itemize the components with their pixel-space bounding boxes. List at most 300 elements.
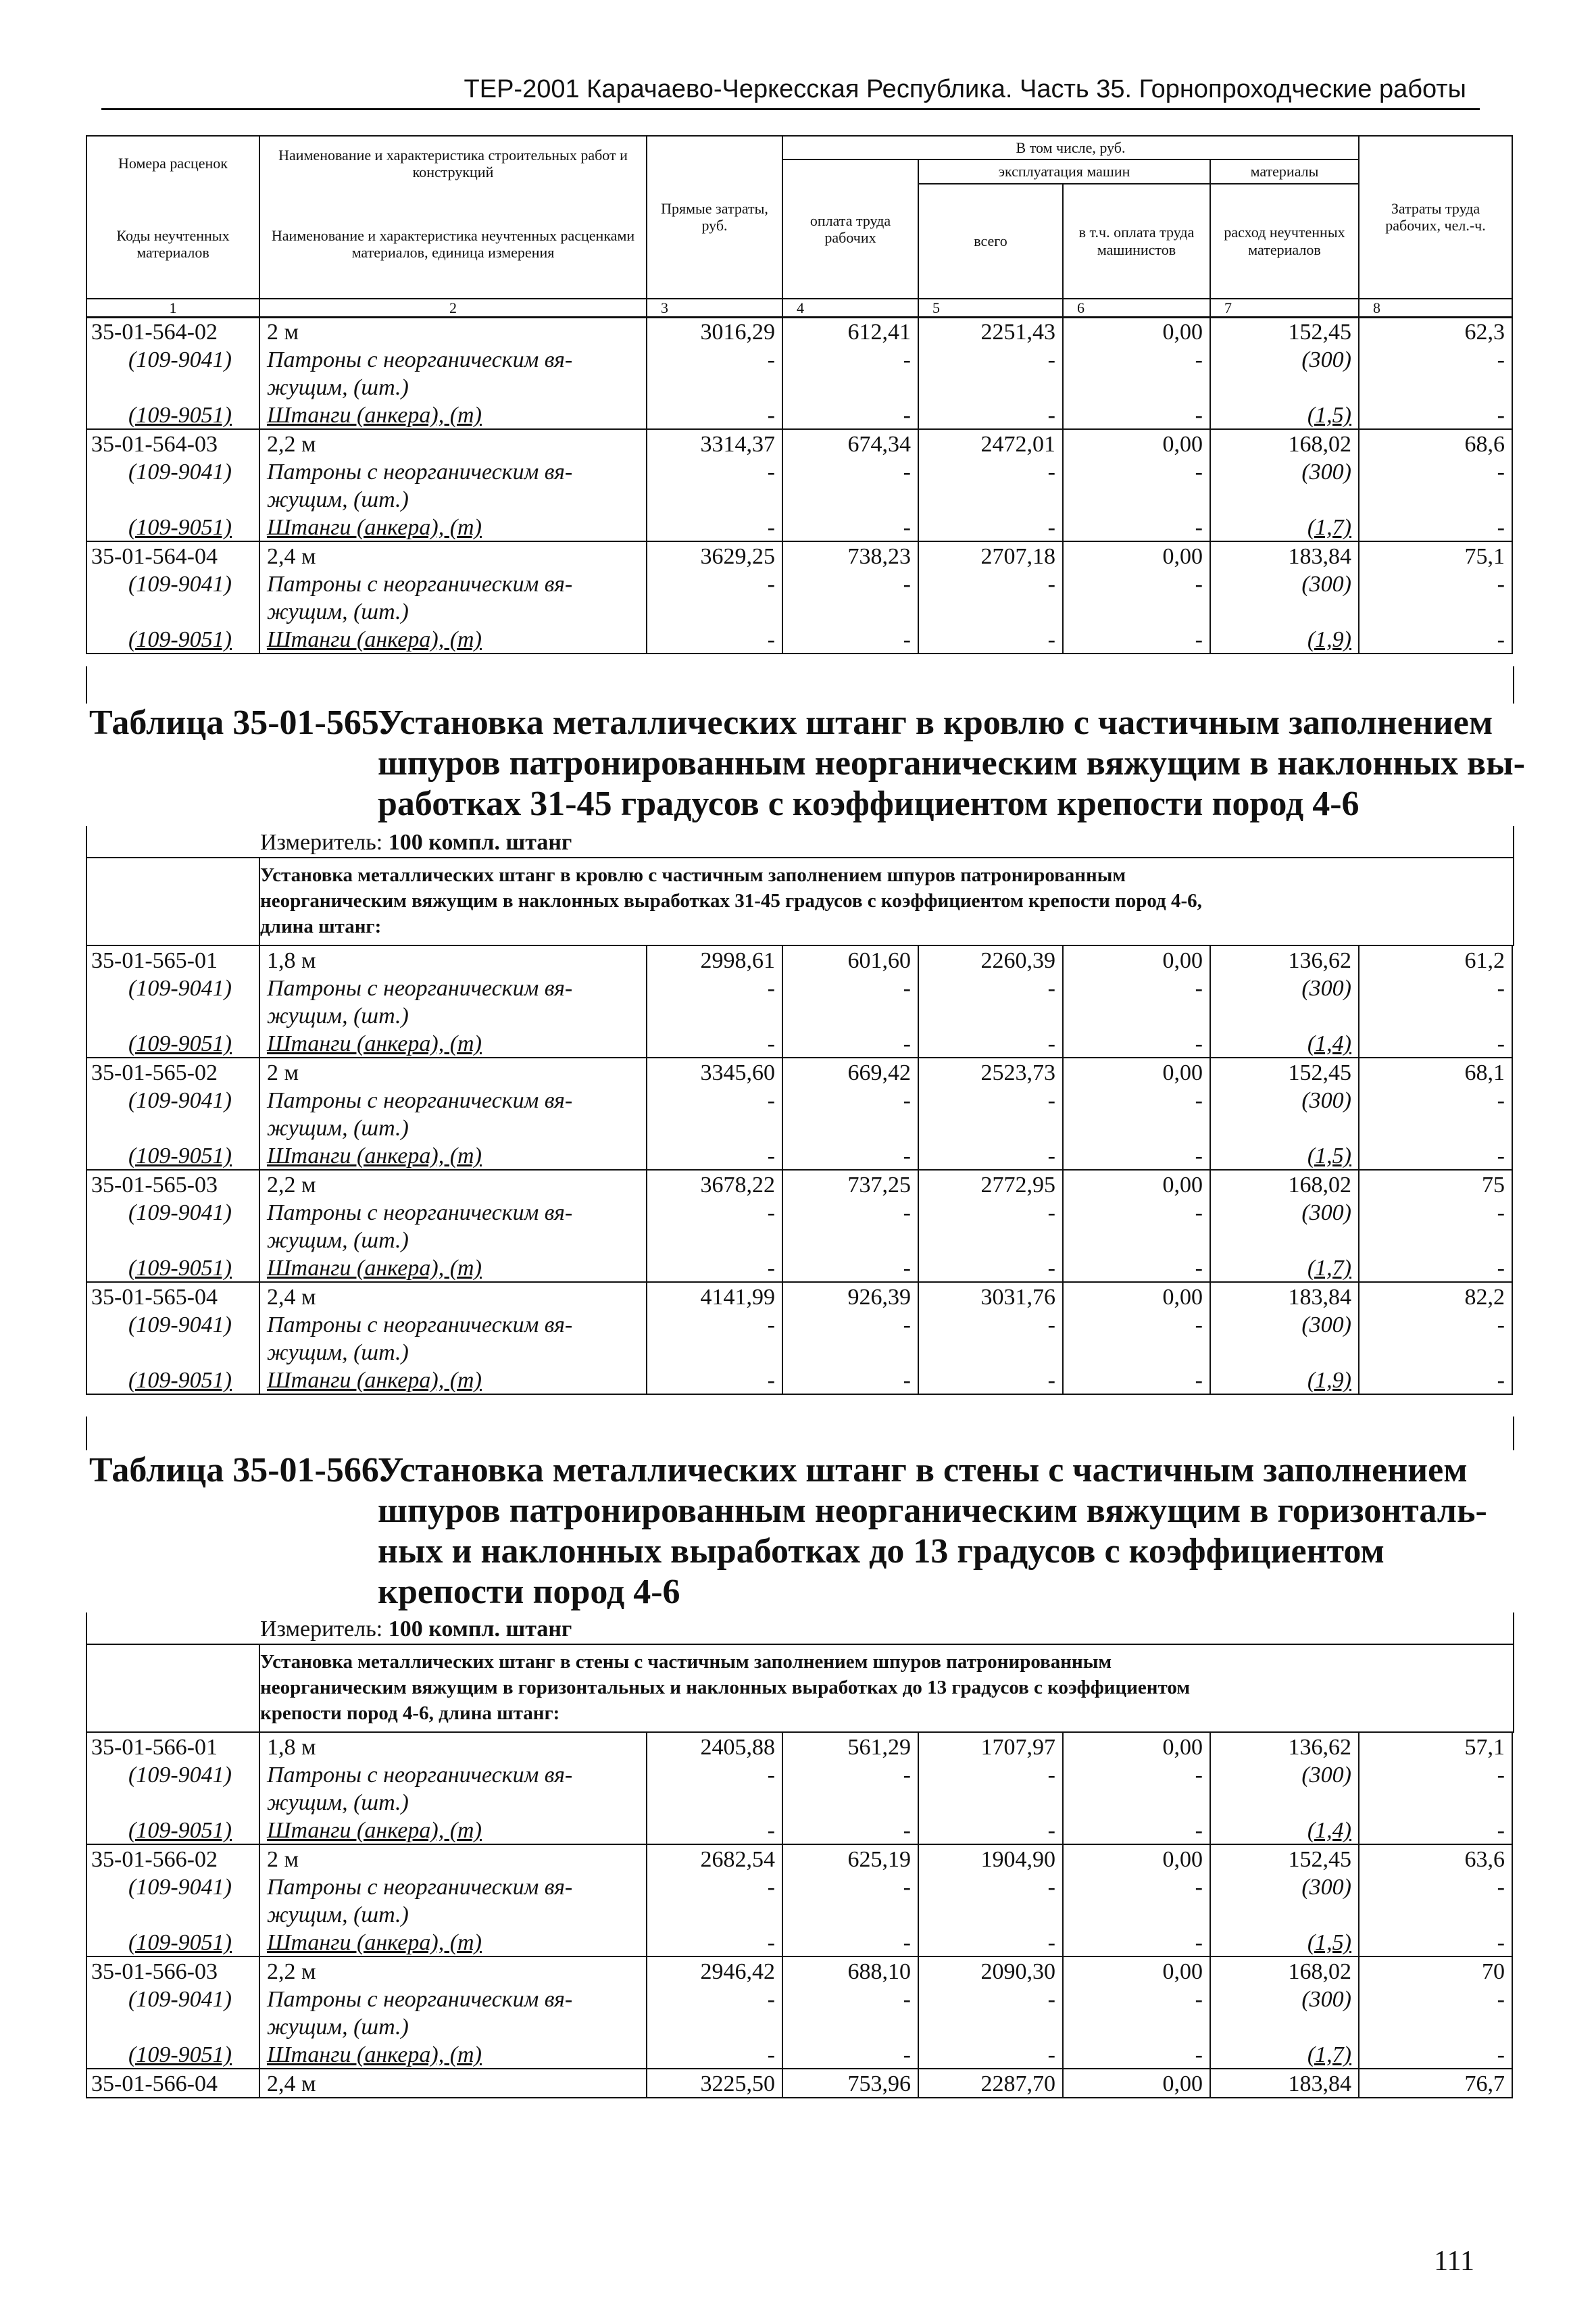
dash-cell: -: [647, 1873, 782, 1900]
dash-cell: -: [782, 1761, 918, 1788]
rate-code: 35-01-564-02: [86, 317, 259, 345]
dash-cell: -: [647, 345, 782, 373]
material-code: (109-9051): [86, 1366, 259, 1394]
material-qty: (1,4): [1210, 1029, 1359, 1058]
dash-cell: -: [918, 1198, 1063, 1226]
material-row-cont: [86, 1226, 1512, 1254]
dash-cell: -: [918, 625, 1063, 654]
cell-mat: 152,45: [1210, 1844, 1359, 1873]
table-title-line: шпуров патронированным неорганическим вяжущим в наклонных вы-: [378, 744, 1526, 783]
table-row: [86, 1170, 1512, 1198]
page-number: 111: [1434, 2246, 1474, 2277]
dash-cell: -: [918, 1985, 1063, 2013]
dash-cell: -: [647, 1141, 782, 1170]
col-num: 6: [1063, 299, 1210, 318]
cell-labor: 737,25: [782, 1170, 918, 1198]
material-name: жущим, (шт.): [259, 1338, 647, 1366]
cell-hours: 68,1: [1359, 1058, 1512, 1086]
cell-labor: 669,42: [782, 1058, 918, 1086]
col-num: 5: [918, 299, 1063, 318]
material-row-cont: [86, 1338, 1512, 1366]
dash-cell: -: [918, 1366, 1063, 1394]
table-row: [86, 541, 1512, 570]
dash-cell: -: [1359, 513, 1512, 541]
dash-cell: -: [918, 1310, 1063, 1338]
desc-block: [86, 857, 1514, 946]
table-title-line: работках 31-45 градусов с коэффициентом крепости пород 4-6: [378, 785, 1360, 823]
material-qty: (1,5): [1210, 401, 1359, 429]
cell-mat: 168,02: [1210, 1956, 1359, 1985]
dash-cell: -: [782, 458, 918, 485]
material-row: [86, 570, 1512, 597]
empty-cell: [647, 1002, 782, 1029]
empty-cell: [647, 597, 782, 625]
table-row: [86, 429, 1512, 458]
table-row: [86, 1844, 1512, 1873]
cell-mach: 1707,97: [918, 1732, 1063, 1761]
dash-cell: -: [647, 1310, 782, 1338]
material-name: Патроны с неорганическим вя-: [259, 570, 647, 597]
dash-cell: -: [1063, 1985, 1210, 2013]
dash-cell: -: [918, 1816, 1063, 1844]
empty-cell: [1210, 373, 1359, 401]
material-code: (109-9041): [86, 570, 259, 597]
material-name: Штанги (анкера), (т): [259, 1029, 647, 1058]
material-code: (109-9041): [86, 1310, 259, 1338]
cell-hours: 76,7: [1359, 2069, 1512, 2098]
dash-cell: -: [782, 401, 918, 429]
material-row: [86, 1198, 1512, 1226]
cell-mat: 136,62: [1210, 1732, 1359, 1761]
dash-cell: -: [1063, 1873, 1210, 1900]
dash-cell: -: [782, 1985, 918, 2013]
dash-cell: -: [1063, 1254, 1210, 1282]
dash-cell: -: [918, 513, 1063, 541]
dash-cell: -: [647, 2040, 782, 2069]
cell-direct: 2998,61: [647, 945, 782, 974]
material-name: Патроны с неорганическим вя-: [259, 345, 647, 373]
cell-hours: 75,1: [1359, 541, 1512, 570]
empty-cell: [1359, 2013, 1512, 2040]
rate-name: 2 м: [259, 1844, 647, 1873]
empty-cell: [1063, 373, 1210, 401]
page-header-title: ТЕР-2001 Карачаево-Черкесская Республика. Часть 35. Горнопроходческие работы: [464, 75, 1466, 103]
table-title-566: [86, 1450, 1512, 1613]
material-row-cont: [86, 1002, 1512, 1029]
material-row-cont: [86, 2013, 1512, 2040]
material-row: [86, 458, 1512, 485]
empty-cell: [782, 1788, 918, 1816]
rates-table-566: [86, 1731, 1513, 2098]
rate-code: 35-01-565-02: [86, 1058, 259, 1086]
material-row: [86, 1816, 1512, 1844]
empty-cell: [1210, 1002, 1359, 1029]
material-name: жущим, (шт.): [259, 1788, 647, 1816]
dash-cell: -: [782, 1873, 918, 1900]
cell-mach_op: 0,00: [1063, 1058, 1210, 1086]
material-name: жущим, (шт.): [259, 1900, 647, 1928]
empty-cell: [918, 373, 1063, 401]
material-code: (109-9051): [86, 625, 259, 654]
rate-name: 2 м: [259, 317, 647, 345]
material-name: Патроны с неорганическим вя-: [259, 974, 647, 1002]
cell-mach_op: 0,00: [1063, 429, 1210, 458]
empty-cell: [1210, 1338, 1359, 1366]
dash-cell: -: [1359, 1985, 1512, 2013]
dash-cell: -: [1359, 1761, 1512, 1788]
cell-direct: 3678,22: [647, 1170, 782, 1198]
dash-cell: -: [647, 625, 782, 654]
col7-header: расход неучтенных материалов: [1210, 184, 1359, 299]
dash-cell: -: [1063, 1141, 1210, 1170]
material-row: [86, 1761, 1512, 1788]
desc-line: Установка металлических штанг в стены с частичным заполнением шпуров патронированным: [260, 1651, 1112, 1673]
cell-mat: 168,02: [1210, 1170, 1359, 1198]
dash-cell: -: [1359, 1086, 1512, 1114]
dash-cell: -: [1359, 1928, 1512, 1956]
cell-hours: 68,6: [1359, 429, 1512, 458]
material-name: Штанги (анкера), (т): [259, 401, 647, 429]
material-name: жущим, (шт.): [259, 485, 647, 513]
cell-mat: 152,45: [1210, 1058, 1359, 1086]
cell-mach: 2772,95: [918, 1170, 1063, 1198]
dash-cell: -: [1359, 1029, 1512, 1058]
material-qty: (1,5): [1210, 1141, 1359, 1170]
col6-header: в т.ч. оплата труда машинистов: [1063, 184, 1210, 299]
material-qty: (300): [1210, 570, 1359, 597]
material-row: [86, 2040, 1512, 2069]
material-row: [86, 1366, 1512, 1394]
empty-cell: [782, 597, 918, 625]
material-qty: (300): [1210, 974, 1359, 1002]
dash-cell: -: [647, 1761, 782, 1788]
dash-cell: -: [1063, 1029, 1210, 1058]
col-num: 3: [647, 299, 782, 318]
empty-cell: [918, 1002, 1063, 1029]
dash-cell: -: [918, 1928, 1063, 1956]
col2-header-top: Наименование и характеристика строительных работ и конструкций: [259, 136, 647, 191]
material-code: (109-9051): [86, 1141, 259, 1170]
rate-code: 35-01-565-04: [86, 1282, 259, 1310]
rate-code: 35-01-566-01: [86, 1732, 259, 1761]
material-name: жущим, (шт.): [259, 1002, 647, 1029]
material-row: [86, 1310, 1512, 1338]
empty-cell: [647, 1114, 782, 1141]
desc-line: Установка металлических штанг в кровлю с частичным заполнением шпуров патронированным: [260, 864, 1126, 886]
empty-cell: [1359, 1900, 1512, 1928]
empty-cell: [782, 1114, 918, 1141]
material-name: Штанги (анкера), (т): [259, 1928, 647, 1956]
dash-cell: -: [1063, 345, 1210, 373]
cell-mach: 2251,43: [918, 317, 1063, 345]
material-name: жущим, (шт.): [259, 597, 647, 625]
empty-cell: [1210, 1226, 1359, 1254]
empty-cell: [1063, 1338, 1210, 1366]
cell-hours: 57,1: [1359, 1732, 1512, 1761]
material-row: [86, 1985, 1512, 2013]
table-label: Таблица 35-01-565.: [89, 704, 388, 742]
dash-cell: -: [782, 1366, 918, 1394]
cell-labor: 926,39: [782, 1282, 918, 1310]
empty-cell: [782, 1002, 918, 1029]
cell-mach_op: 0,00: [1063, 1844, 1210, 1873]
material-name: Штанги (анкера), (т): [259, 1141, 647, 1170]
cell-mach_op: 0,00: [1063, 1170, 1210, 1198]
dash-cell: -: [1063, 625, 1210, 654]
dash-cell: -: [782, 974, 918, 1002]
dash-cell: -: [647, 1198, 782, 1226]
empty-cell: [1063, 597, 1210, 625]
cell-direct: 3345,60: [647, 1058, 782, 1086]
empty-cell: [647, 1788, 782, 1816]
material-name: Патроны с неорганическим вя-: [259, 1086, 647, 1114]
dash-cell: -: [1063, 513, 1210, 541]
cell-labor: 612,41: [782, 317, 918, 345]
material-code: (109-9051): [86, 401, 259, 429]
material-row-cont: [86, 1114, 1512, 1141]
cell-mach: 2472,01: [918, 429, 1063, 458]
rate-code: 35-01-565-01: [86, 945, 259, 974]
rate-name: 2,4 м: [259, 2069, 647, 2098]
empty-cell: [86, 1002, 259, 1029]
table-row: [86, 1732, 1512, 1761]
dash-cell: -: [918, 458, 1063, 485]
measure-row: [86, 1613, 1514, 1644]
empty-cell: [647, 373, 782, 401]
material-code: (109-9041): [86, 1198, 259, 1226]
empty-cell: [918, 1900, 1063, 1928]
empty-cell: [647, 1900, 782, 1928]
desc-line: крепости пород 4-6, длина штанг:: [260, 1702, 560, 1724]
dash-cell: -: [647, 1985, 782, 2013]
col1-header-top: Номера расценок: [86, 136, 259, 191]
rate-name: 2,2 м: [259, 429, 647, 458]
table-row: [86, 945, 1512, 974]
dash-cell: -: [647, 1254, 782, 1282]
col1-header-bottom: Коды неучтенных материалов: [86, 191, 259, 299]
dash-cell: -: [1063, 1816, 1210, 1844]
cell-mach: 2090,30: [918, 1956, 1063, 1985]
cell-direct: 3225,50: [647, 2069, 782, 2098]
cell-labor: 674,34: [782, 429, 918, 458]
empty-cell: [782, 373, 918, 401]
cell-mach_op: 0,00: [1063, 2069, 1210, 2098]
dash-cell: -: [782, 1029, 918, 1058]
dash-cell: -: [1063, 1928, 1210, 1956]
material-name: Патроны с неорганическим вя-: [259, 1198, 647, 1226]
table-title-line: Установка металлических штанг в кровлю с частичным заполнением: [378, 704, 1493, 742]
empty-cell: [918, 485, 1063, 513]
table-title-line: ных и наклонных выработках до 13 градусов с коэффициентом: [378, 1532, 1385, 1571]
dash-cell: -: [918, 1254, 1063, 1282]
dash-cell: -: [1063, 1366, 1210, 1394]
cell-direct: 3016,29: [647, 317, 782, 345]
empty-cell: [782, 2013, 918, 2040]
empty-cell: [1359, 1226, 1512, 1254]
dash-cell: -: [1359, 974, 1512, 1002]
material-code: (109-9041): [86, 458, 259, 485]
dash-cell: -: [1359, 1816, 1512, 1844]
cell-mach: 2287,70: [918, 2069, 1063, 2098]
material-row-cont: [86, 1900, 1512, 1928]
empty-cell: [918, 1338, 1063, 1366]
cell-mat: 152,45: [1210, 317, 1359, 345]
material-name: Штанги (анкера), (т): [259, 513, 647, 541]
measure-label: Измеритель: 100 компл. штанг: [260, 830, 572, 855]
material-qty: (300): [1210, 1761, 1359, 1788]
material-row-cont: [86, 597, 1512, 625]
cell-mach: 2707,18: [918, 541, 1063, 570]
material-qty: (1,7): [1210, 1254, 1359, 1282]
material-code: (109-9041): [86, 1761, 259, 1788]
dash-cell: -: [782, 1086, 918, 1114]
empty-cell: [918, 1788, 1063, 1816]
dash-cell: -: [918, 1873, 1063, 1900]
material-qty: (1,7): [1210, 513, 1359, 541]
material-row: [86, 401, 1512, 429]
empty-cell: [1063, 485, 1210, 513]
empty-cell: [647, 485, 782, 513]
cell-labor: 601,60: [782, 945, 918, 974]
cell-mach_op: 0,00: [1063, 541, 1210, 570]
material-row: [86, 1873, 1512, 1900]
empty-cell: [647, 2013, 782, 2040]
material-qty: (300): [1210, 1873, 1359, 1900]
cell-direct: 2405,88: [647, 1732, 782, 1761]
desc-line: неорганическим вяжущим в наклонных выработках 31-45 градусов с коэффициентом крепости пород 4-6,: [260, 890, 1202, 912]
material-qty: (1,9): [1210, 625, 1359, 654]
dash-cell: -: [1359, 458, 1512, 485]
col-num: 1: [86, 299, 259, 318]
material-row: [86, 513, 1512, 541]
cell-hours: 62,3: [1359, 317, 1512, 345]
material-name: жущим, (шт.): [259, 2013, 647, 2040]
empty-cell: [86, 2013, 259, 2040]
rate-code: 35-01-566-03: [86, 1956, 259, 1985]
dash-cell: -: [1359, 625, 1512, 654]
cell-labor: 688,10: [782, 1956, 918, 1985]
cell-mach_op: 0,00: [1063, 1956, 1210, 1985]
material-row: [86, 1029, 1512, 1058]
material-qty: (1,5): [1210, 1928, 1359, 1956]
empty-cell: [86, 1114, 259, 1141]
material-code: (109-9041): [86, 1086, 259, 1114]
material-row: [86, 1141, 1512, 1170]
cell-mach_op: 0,00: [1063, 1732, 1210, 1761]
material-name: Штанги (анкера), (т): [259, 625, 647, 654]
dash-cell: -: [1063, 974, 1210, 1002]
material-qty: (300): [1210, 458, 1359, 485]
empty-cell: [918, 2013, 1063, 2040]
cell-direct: 3314,37: [647, 429, 782, 458]
empty-cell: [86, 1338, 259, 1366]
material-code: (109-9041): [86, 345, 259, 373]
table-title-line: крепости пород 4-6: [378, 1573, 680, 1611]
dash-cell: -: [1063, 1198, 1210, 1226]
cell-hours: 70: [1359, 1956, 1512, 1985]
dash-cell: -: [918, 345, 1063, 373]
material-name: Штанги (анкера), (т): [259, 1816, 647, 1844]
dash-cell: -: [918, 2040, 1063, 2069]
material-code: (109-9051): [86, 1928, 259, 1956]
cell-direct: 2682,54: [647, 1844, 782, 1873]
col-num: 4: [782, 299, 918, 318]
cell-labor: 561,29: [782, 1732, 918, 1761]
cell-hours: 63,6: [1359, 1844, 1512, 1873]
gap-section: [86, 666, 1514, 704]
dash-cell: -: [918, 1086, 1063, 1114]
dash-cell: -: [782, 570, 918, 597]
dash-cell: -: [782, 625, 918, 654]
dash-cell: -: [782, 345, 918, 373]
material-code: (109-9041): [86, 1985, 259, 2013]
dash-cell: -: [1063, 1310, 1210, 1338]
col3-header: Прямые затраты, руб.: [647, 136, 782, 299]
material-row: [86, 1928, 1512, 1956]
cell-direct: 4141,99: [647, 1282, 782, 1310]
measure-label: Измеритель: 100 компл. штанг: [260, 1617, 572, 1642]
desc-line: длина штанг:: [260, 916, 382, 937]
dash-cell: -: [918, 1761, 1063, 1788]
cell-mach: 1904,90: [918, 1844, 1063, 1873]
material-row: [86, 345, 1512, 373]
empty-cell: [1063, 2013, 1210, 2040]
empty-cell: [782, 1900, 918, 1928]
empty-cell: [86, 1900, 259, 1928]
rate-code: 35-01-564-04: [86, 541, 259, 570]
empty-cell: [782, 1338, 918, 1366]
col-num: 2: [259, 299, 647, 318]
col2-header-bottom: Наименование и характеристика неучтенных расценками материалов, единица измерения: [259, 191, 647, 299]
dash-cell: -: [1359, 345, 1512, 373]
table-title-line: шпуров патронированным неорганическим вяжущим в горизонталь-: [378, 1492, 1487, 1530]
table-title-line: Установка металлических штанг в стены с частичным заполнением: [378, 1451, 1468, 1490]
empty-cell: [86, 1788, 259, 1816]
rate-code: 35-01-566-02: [86, 1844, 259, 1873]
page-header: [101, 61, 1480, 110]
rate-name: 2 м: [259, 1058, 647, 1086]
material-code: (109-9051): [86, 1254, 259, 1282]
dash-cell: -: [1063, 1086, 1210, 1114]
material-name: Штанги (анкера), (т): [259, 1254, 647, 1282]
dash-cell: -: [647, 458, 782, 485]
cell-hours: 82,2: [1359, 1282, 1512, 1310]
material-code: (109-9041): [86, 974, 259, 1002]
col8-header: Затраты труда рабочих, чел.-ч.: [1359, 136, 1512, 299]
empty-cell: [918, 597, 1063, 625]
material-qty: (300): [1210, 1985, 1359, 2013]
dash-cell: -: [647, 570, 782, 597]
dash-cell: -: [647, 1366, 782, 1394]
cell-labor: 753,96: [782, 2069, 918, 2098]
empty-cell: [1359, 597, 1512, 625]
empty-cell: [1359, 1002, 1512, 1029]
empty-cell: [1359, 1338, 1512, 1366]
cell-labor: 738,23: [782, 541, 918, 570]
measure-row: [86, 826, 1514, 857]
rate-code: 35-01-566-04: [86, 2069, 259, 2098]
cell-mach: 2260,39: [918, 945, 1063, 974]
material-name: Штанги (анкера), (т): [259, 1366, 647, 1394]
table-row: [86, 317, 1512, 345]
material-qty: (300): [1210, 1198, 1359, 1226]
rate-name: 1,8 м: [259, 1732, 647, 1761]
dash-cell: -: [647, 1086, 782, 1114]
material-name: Патроны с неорганическим вя-: [259, 1985, 647, 2013]
col-num: 7: [1210, 299, 1359, 318]
cell-mat: 183,84: [1210, 1282, 1359, 1310]
cell-mat: 168,02: [1210, 429, 1359, 458]
